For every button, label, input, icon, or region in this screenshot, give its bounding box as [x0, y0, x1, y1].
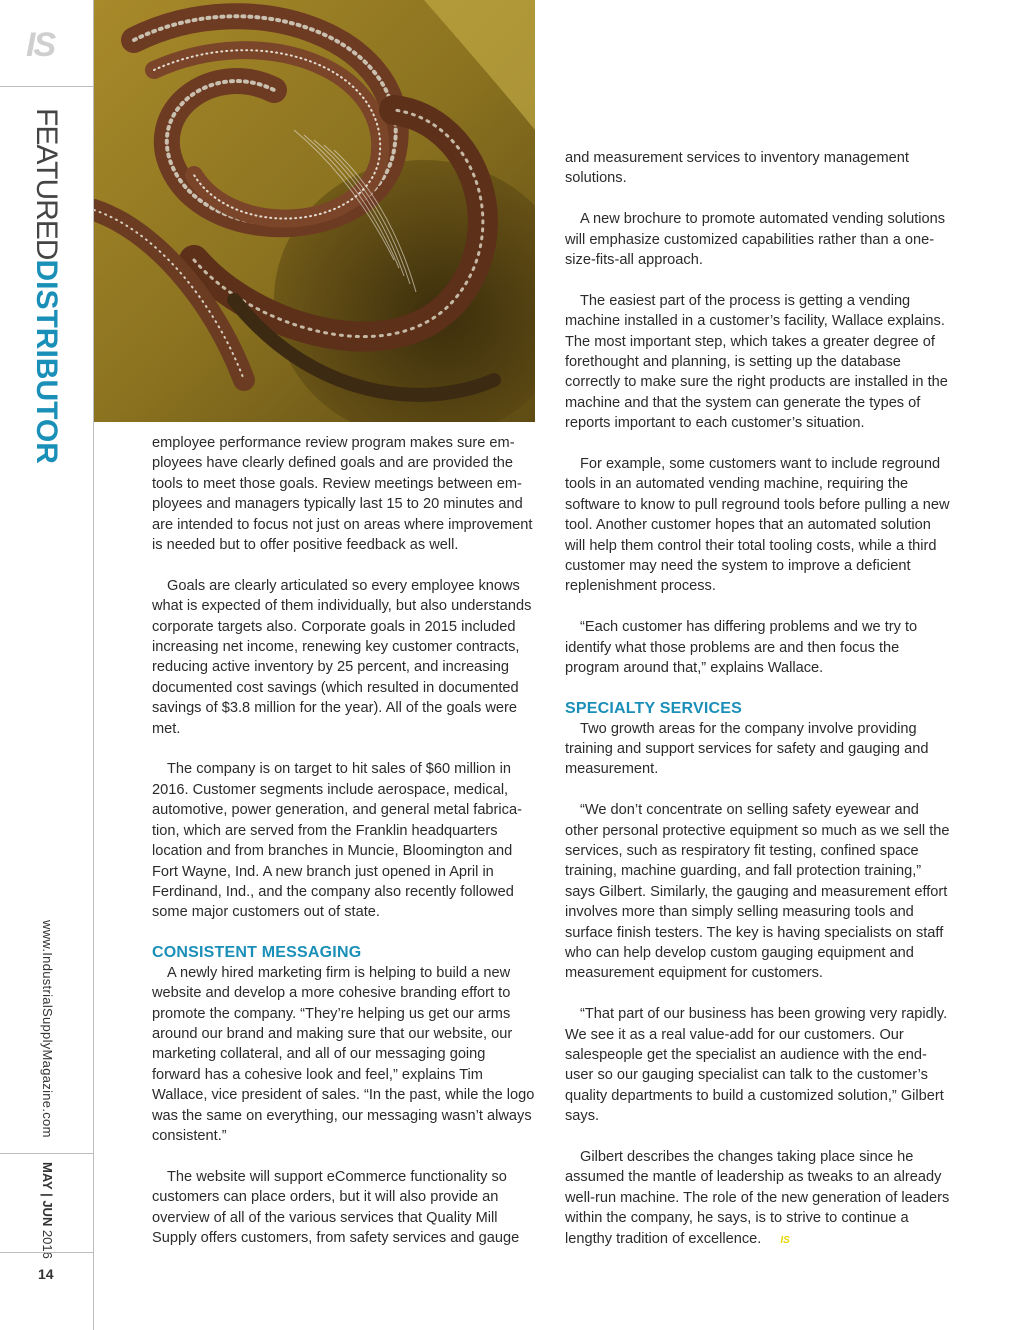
- paragraph-final: [565, 1147, 950, 1251]
- rail-divider: [0, 86, 93, 87]
- paragraph: The easiest part of the process is getting a vending machine installed in a customer’s facility, Wallace explains. The most important step, which takes a greater degree of forethought and planning, is setting up the database correctly to make sure the right products are installed in the machine and that the system can generate the types of reports important to each customer’s situation.: [565, 292, 948, 432]
- paragraph: The company is on target to hit sales of $60 million in 2016. Customer segments include aerospace, medical, automotive, power generation, and general metal fabrication, which are served from the Franklin headquarters location and from branches in Muncie, Bloomington and Fort Wayne, Ind. A new branch just opened in April in Ferdinand, Ind., and the company also recently followed some major customers out of state.: [152, 761, 522, 921]
- subheading-specialty-services: SPECIALTY SERVICES: [565, 699, 742, 717]
- paragraph: “That part of our business has been growing very rapidly. We see it as a real value-add for our customers. Our salespeople get the specialist an audience with the end-user so our gauging specialist can talk to the customer’s quality departments to build a customized solution,” Gilbert says.: [565, 1006, 948, 1125]
- sanding-belts-photo: [94, 0, 535, 422]
- section-title-bold: DISTRIBUTOR: [30, 259, 63, 464]
- page-number: 14: [38, 1266, 54, 1282]
- paragraph: employee performance review program makes sure employees have clearly defined goals and are provided the tools to meet those goals. Review meetings between employees and managers typically last 15 to 20 minutes and are intended to focus not just on areas where improvement is needed but to offer positive feedback as well.: [152, 435, 533, 554]
- paragraph: “Each customer has differing problems and we try to identify what those problems are and then focus the program around that,” explains Wallace.: [565, 619, 918, 677]
- issue-year: 2016: [40, 1229, 55, 1259]
- website-url: www.IndustrialSupplyMagazine.com: [40, 920, 55, 1138]
- section-title: [26, 108, 66, 464]
- paragraph: “We don’t concentrate on selling safety eyewear and other personal protective equipment so much as we sell the services, such as respiratory fit testing, confined space training, machine guarding, and fall protection training,” says Gilbert. Similarly, the gauging and measurement effort involves more than simply selling measuring tools and surface finish testers. The key is having specialists on staff who can help develop custom gauging equipment and measurement equipment for customers.: [565, 802, 950, 982]
- issue-date: [39, 1162, 55, 1259]
- paragraph: Two growth areas for the company involve providing training and support services for safety and gauging and measurement.: [565, 720, 929, 778]
- final-paragraph-text: Gilbert describes the changes taking place since he assumed the mantle of leadership as tweaks to an already well-run machine. The role of the new generation of leaders within the company, he says, is to strive to continue a lengthy tradition of excellence.: [565, 1148, 950, 1247]
- paragraph: The website will support eCommerce functionality so customers can place orders, but it will also provide an overview of all of the various services that Quality Mill Supply offers customers, from safety services and gauge: [152, 1168, 520, 1246]
- end-mark-icon: IS: [780, 1234, 790, 1246]
- subheading-consistent-messaging: CONSISTENT MESSAGING: [152, 943, 362, 961]
- rail-divider: [0, 1252, 93, 1253]
- section-title-light: FEATURED: [30, 108, 63, 260]
- article-column-left: [152, 433, 535, 1248]
- paragraph: A new brochure to promote automated vending solutions will emphasize customized capabilities rather than a one-size-fits-all approach.: [565, 211, 946, 269]
- left-rail: [0, 0, 94, 1330]
- paragraph: Goals are clearly articulated so every employee knows what is expected of them individually, but also understands corporate targets also. Corporate goals in 2015 included increasing net income, renewing key customer contracts, reducing active inventory by 25 percent, and increasing documented cost savings (which resulted in documented savings of $3.8 million for the year). All of the goals were met.: [152, 577, 532, 737]
- paragraph: and measurement services to inventory management solutions.: [565, 150, 909, 187]
- issue-month: MAY | JUN: [40, 1162, 55, 1227]
- magazine-logo: IS: [26, 26, 55, 64]
- photo-illustration: [94, 0, 535, 422]
- rail-divider: [0, 1153, 93, 1154]
- article-column-right: [565, 148, 950, 1251]
- paragraph: For example, some customers want to include reground tools in an automated vending machine, requiring the software to know to pull reground tools before pulling a new tool. Another customer hopes that an automated solution will help them control their total tooling costs, while a third customer may need the system to improve a deficient replenishment process.: [565, 456, 950, 595]
- paragraph: A newly hired marketing firm is helping to build a new website and develop a more cohesive branding effort to promote the company. “They’re helping us get our arms around our brand and making sure that our website, our marketing collateral, and all of our messaging going forward has a cohesive look and feel,” explains Tim Wallace, vice president of sales. “In the past, while the logo was the same on everything, our messaging wasn’t always consistent.”: [152, 964, 535, 1144]
